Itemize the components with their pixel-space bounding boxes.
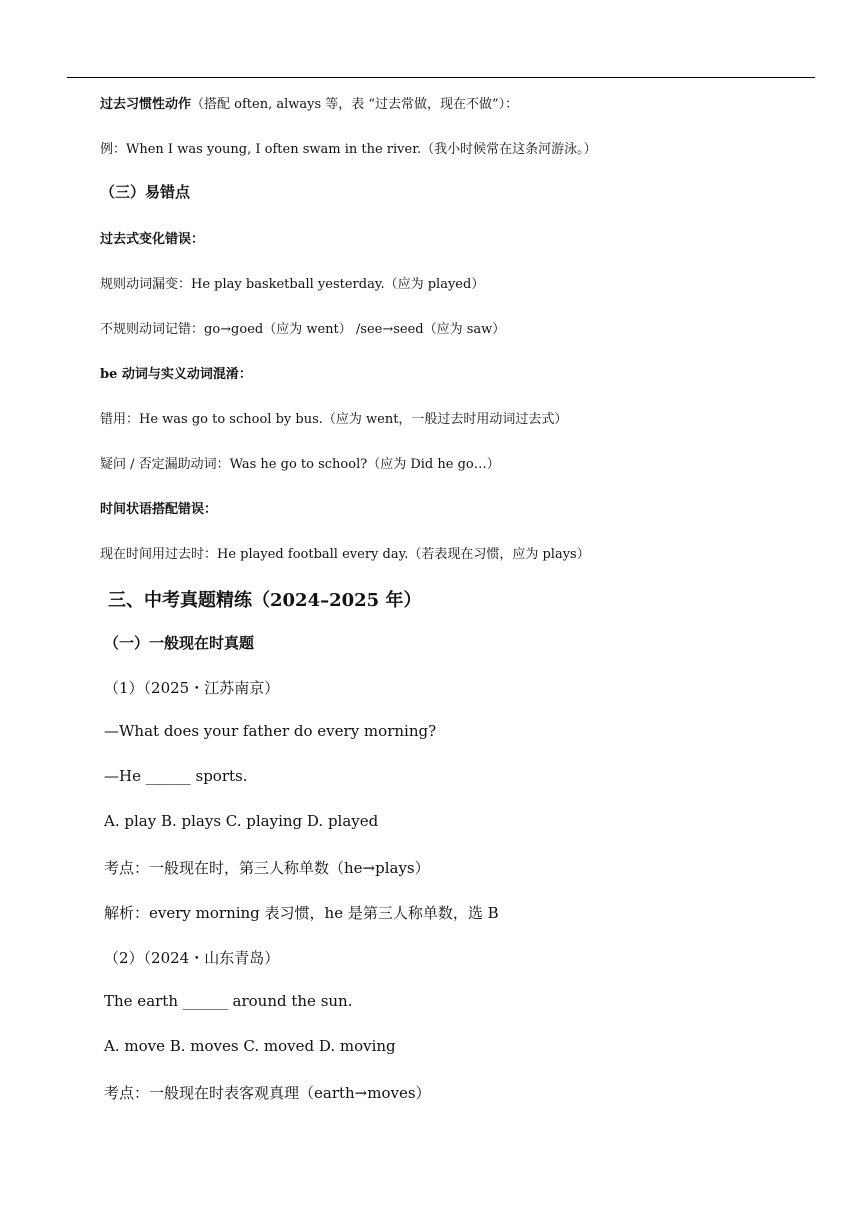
habit-example: 例：When I was young, I often swam in the river.（我小时候常在这条河游泳。）: [100, 142, 597, 157]
habit-line: [100, 93, 518, 112]
q2-line1: The earth ______ around the sun.: [104, 992, 353, 1010]
q2-source: （2）（2024・山东青岛）: [104, 949, 280, 967]
be-verb-error: 错用：He was go to school by bus.（应为 went，一般过去时用动词过去式）: [100, 412, 568, 427]
exam-subheading: （一）一般现在时真题: [104, 634, 255, 652]
question-error: 疑问 / 否定漏助动词：Was he go to school?（应为 Did he go…）: [100, 457, 500, 472]
time-adverbial-error: 现在时间用过去时：He played football every day.（若表现在习惯，应为 plays）: [100, 547, 590, 562]
q1-source: （1）（2025・江苏南京）: [104, 679, 280, 697]
time-adverbial-heading: 时间状语搭配错误：: [100, 502, 218, 517]
habit-heading: 过去习惯性动作: [100, 97, 192, 112]
q2-options: A. move B. moves C. moved D. moving: [104, 1037, 396, 1055]
q1-analysis: 解析：every morning 表习惯，he 是第三人称单数，选 B: [104, 904, 499, 922]
habit-note: （搭配 often, always 等，表 “过去常做，现在不做”）：: [191, 97, 519, 112]
q1-line2: —He ______ sports.: [104, 767, 248, 785]
q1-point: 考点：一般现在时，第三人称单数（he→plays）: [104, 859, 430, 877]
exam-section-heading: 三、中考真题精练（2024–2025 年）: [108, 590, 422, 611]
be-verb-heading: be 动词与实义动词混淆：: [100, 367, 252, 382]
form-error-heading: 过去式变化错误：: [100, 232, 205, 247]
q2-point: 考点：一般现在时表客观真理（earth→moves）: [104, 1084, 431, 1102]
irregular-verb-error: 不规则动词记错：go→goed（应为 went） /see→seed（应为 saw）: [100, 322, 506, 337]
q1-line1: —What does your father do every morning?: [104, 722, 437, 740]
header-rule: [67, 77, 815, 78]
q1-options: A. play B. plays C. playing D. played: [104, 812, 379, 830]
pitfalls-heading: （三）易错点: [100, 183, 191, 201]
regular-verb-error: 规则动词漏变：He play basketball yesterday.（应为 played）: [100, 277, 485, 292]
